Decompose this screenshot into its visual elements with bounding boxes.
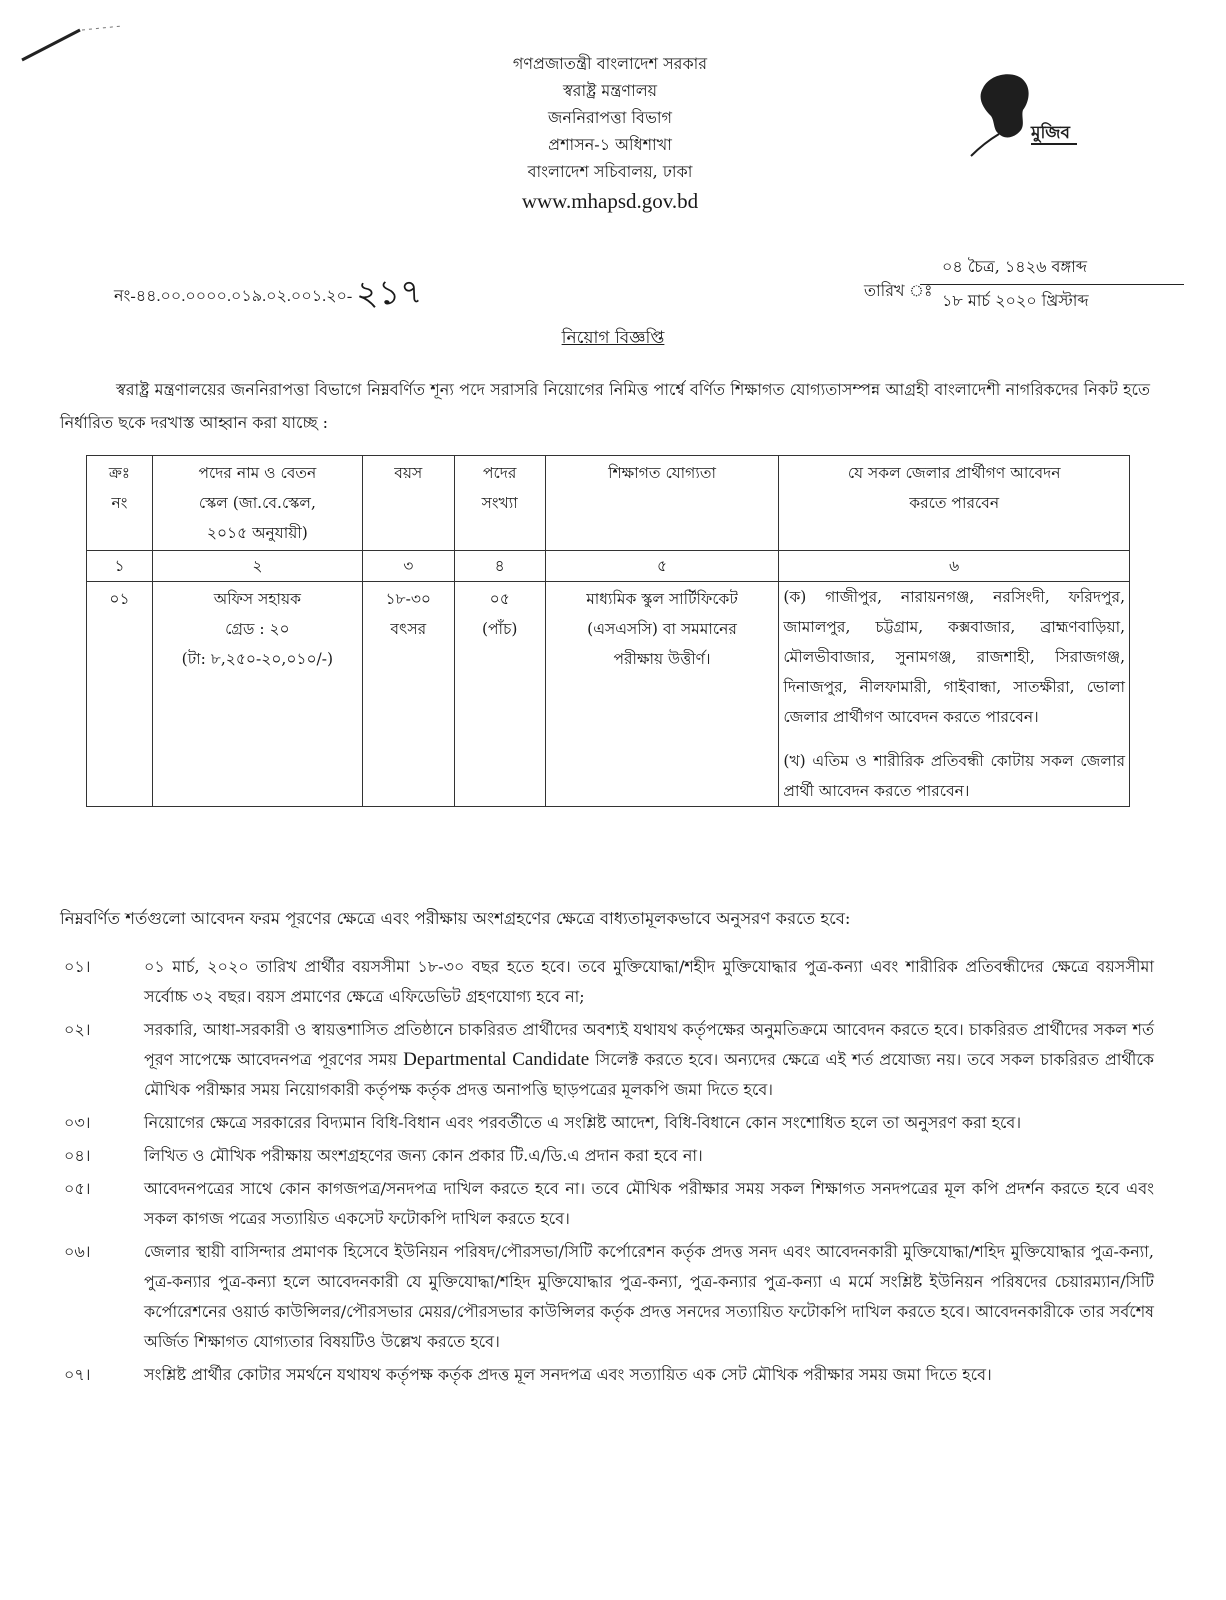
row-qualification: মাধ্যমিক স্কুল সার্টিফিকেট (এসএসসি) বা সমমানের পরীক্ষায় উত্তীর্ণ। [545,582,779,807]
header-line-government: গণপ্রজাতন্ত্রী বাংলাদেশ সরকার [512,54,708,73]
header-line-ministry: স্বরাষ্ট্র মন্ত্রণালয় [562,81,658,100]
header-post: পদের নাম ও বেতন স্কেল (জা.বে.স্কেল, ২০১৫ অনুযায়ী) [152,456,362,551]
condition-item [64,1237,1154,1357]
col-number: ৫ [545,551,779,582]
date-divider [920,284,1184,285]
conditions-lead: নিম্নবর্ণিত শর্তগুলো আবেদন ফরম পূরণের ক্ষেত্রে এবং পরীক্ষায় অংশগ্রহণের ক্ষেত্রে বাধ্যতামূলকভাবে অনুসরণ করতে হবে: [60,909,851,928]
row-age: ১৮-৩০ বৎসর [362,582,454,807]
header-age: বয়স [362,456,454,551]
vacancy-table [86,455,1130,807]
header-website: www.mhapsd.gov.bd [521,189,699,213]
intro-paragraph: স্বরাষ্ট্র মন্ত্রণালয়ের জননিরাপত্তা বিভাগে নিম্নবর্ণিত শূন্য পদে সরাসরি নিয়োগের নিমিত্ত পার্শ্বে বর্ণিত শিক্ষাগত যোগ্যতাসম্পন্ন আগ্রহী বাংলাদেশী নাগরিকদের নিকট হতে নির্ধারিত ছকে দরখাস্ত আহ্বান করা যাচ্ছে : [60,380,1150,432]
col-number: ৬ [779,551,1130,582]
condition-number: ০৭। [64,1365,91,1384]
header-qualification: শিক্ষাগত যোগ্যতা [545,456,779,551]
condition-number: ০২। [64,1020,91,1039]
table-column-number-row [87,551,1130,582]
condition-text: সংশ্লিষ্ট প্রার্থীর কোটার সমর্থনে যথাযথ কর্তৃপক্ষ কর্তৃক প্রদত্ত মূল সনদপত্র এবং সত্যায়িত এক সেট মৌখিক পরীক্ষার সময় জমা দিতে হবে। [144,1365,992,1384]
header-line-branch: প্রশাসন-১ অধিশাখা [548,135,672,154]
letterhead [420,50,800,217]
condition-text: সরকারি, আধা-সরকারী ও স্বায়ত্তশাসিত প্রতিষ্ঠানে চাকরিরত প্রার্থীদের অবশ্যই যথাযথ কর্তৃপক্ষের অনুমতিক্রমে আবেদন করতে হবে। চাকরিরত প্রার্থীদের সকল শর্ত পূরণ সাপেক্ষে আবেদনপত্র পূরণের সময় Departmental Candidate সিলেক্ট করতে হবে। অন্যদের ক্ষেত্রে এই শর্ত প্রযোজ্য নয়। তবে সকল চাকরিরত প্রার্থীকে মৌখিক পরীক্ষার সময় নিয়োগকারী কর্তৃপক্ষ কর্তৃক প্রদত্ত অনাপত্তি ছাড়পত্রের মূলকপি জমা দিতে হবে। [144,1020,1154,1099]
row-districts [779,582,1130,807]
notice-title [0,325,1226,353]
condition-text: ০১ মার্চ, ২০২০ তারিখ প্রার্থীর বয়সসীমা ১৮-৩০ বছর হতে হবে। তবে মুক্তিযোদ্ধা/শহীদ মুক্তিযোদ্ধার পুত্র-কন্যা এবং শারীরিক প্রতিবন্ধীদের ক্ষেত্রে বয়সসীমা সর্বোচ্চ ৩২ বছর। বয়স প্রমাণের ক্ষেত্রে এফিডেভিট গ্রহণযোগ্য হবে না; [144,957,1154,1006]
notice-title-text: নিয়োগ বিজ্ঞপ্তি [561,328,665,348]
header-count: পদের সংখ্যা [454,456,545,551]
table-row [87,582,1130,807]
memo-handwritten-number: ২১৭ [355,271,424,315]
header-line-address: বাংলাদেশ সচিবালয়, ঢাকা [527,162,693,181]
districts-general: (ক) গাজীপুর, নারায়নগঞ্জ, নরসিংদী, ফরিদপুর, জামালপুর, চট্টগ্রাম, কক্সবাজার, ব্রাহ্মণবাড়িয়া, মৌলভীবাজার, সুনামগঞ্জ, রাজশাহী, সিরাজগঞ্জ, দিনাজপুর, নীলফামারী, গাইবান্ধা, সাতক্ষীরা, ভোলা জেলার প্রার্থীগণ আবেদন করতে পারবেন। [783,588,1125,726]
col-number: ৩ [362,551,454,582]
col-number: ২ [152,551,362,582]
row-post: অফিস সহায়ক গ্রেড : ২০ (টা: ৮,২৫০-২০,০১০/-) [152,582,362,807]
logo-text: মুজিব [1031,123,1070,143]
mujib-logo [965,68,1085,158]
header-line-division: জননিরাপত্তা বিভাগ [548,108,672,127]
date-bangla: ০৪ চৈত্র, ১৪২৬ বঙ্গাব্দ [942,257,1087,276]
districts-quota: (খ) এতিম ও শারীরিক প্রতিবন্ধী কোটায় সকল জেলার প্রার্থী আবেদন করতে পারবেন। [783,752,1125,800]
condition-item [64,1360,1154,1390]
memo-number-text: নং-৪৪.০০.০০০০.০১৯.০২.০০১.২০- [114,288,353,305]
condition-number: ০৫। [64,1179,91,1198]
pen-stroke-mark [18,18,128,68]
table-header-row [87,456,1130,551]
condition-number: ০৩। [64,1113,91,1132]
col-number: ৪ [454,551,545,582]
row-serial: ০১ [87,582,153,807]
condition-text: লিখিত ও মৌখিক পরীক্ষায় অংশগ্রহণের জন্য কোন প্রকার টি.এ/ডি.এ প্রদান করা হবে না। [144,1146,703,1165]
condition-item [64,1174,1154,1234]
condition-text: নিয়োগের ক্ষেত্রে সরকারের বিদ্যমান বিধি-বিধান এবং পরবর্তীতে এ সংশ্লিষ্ট আদেশ, বিধি-বিধানে কোন সংশোধিত হলে তা অনুসরণ করা হবে। [144,1113,1022,1132]
conditions-list [64,952,1154,1393]
departmental-candidate-text: Departmental Candidate [403,1049,590,1070]
memo-number [114,271,424,315]
date-label: তারিখ ঃ [864,281,933,300]
row-count: ০৫ (পাঁচ) [454,582,545,807]
condition-item [64,1141,1154,1171]
condition-text: জেলার স্থায়ী বাসিন্দার প্রমাণক হিসেবে ইউনিয়ন পরিষদ/পৌরসভা/সিটি কর্পোরেশন কর্তৃক প্রদত্ত সনদ এবং আবেদনকারী মুক্তিযোদ্ধা/শহিদ মুক্তিযোদ্ধার পুত্র-কন্যা, পুত্র-কন্যার পুত্র-কন্যা হলে আবেদনকারী যে মুক্তিযোদ্ধা/শহিদ মুক্তিযোদ্ধার পুত্র-কন্যা, পুত্র-কন্যার পুত্র-কন্যা এ মর্মে সংশ্লিষ্ট ইউনিয়ন পরিষদের চেয়ারম্যান/সিটি কর্পোরেশনের ওয়ার্ড কাউন্সিলর/পৌরসভার মেয়র/পৌরসভার কাউন্সিলর কর্তৃক প্রদত্ত সনদের সত্যায়িত ফটোকপি দাখিল করতে হবে। আবেদনকারীকে তার সর্বশেষ অর্জিত শিক্ষাগত যোগ্যতার বিষয়টিও উল্লেখ করতে হবে। [144,1242,1154,1351]
condition-number: ০১। [64,957,91,976]
header-districts: যে সকল জেলার প্রার্থীগণ আবেদন করতে পারবেন [779,456,1130,551]
condition-item [64,1108,1154,1138]
condition-text: আবেদনপত্রের সাথে কোন কাগজপত্র/সনদপত্র দাখিল করতে হবে না। তবে মৌখিক পরীক্ষার সময় সকল শিক্ষাগত সনদপত্রের মূল কপি প্রদর্শন করতে হবে এবং সকল কাগজ পত্রের সত্যায়িত একসেট ফটোকপি দাখিল করতে হবে। [144,1179,1154,1228]
col-number: ১ [87,551,153,582]
condition-number: ০৬। [64,1242,91,1261]
condition-item [64,952,1154,1012]
header-serial: ক্রঃ নং [87,456,153,551]
date-gregorian: ১৮ মার্চ ২০২০ খ্রিস্টাব্দ [942,291,1089,310]
condition-item [64,1015,1154,1105]
condition-number: ০৪। [64,1146,91,1165]
